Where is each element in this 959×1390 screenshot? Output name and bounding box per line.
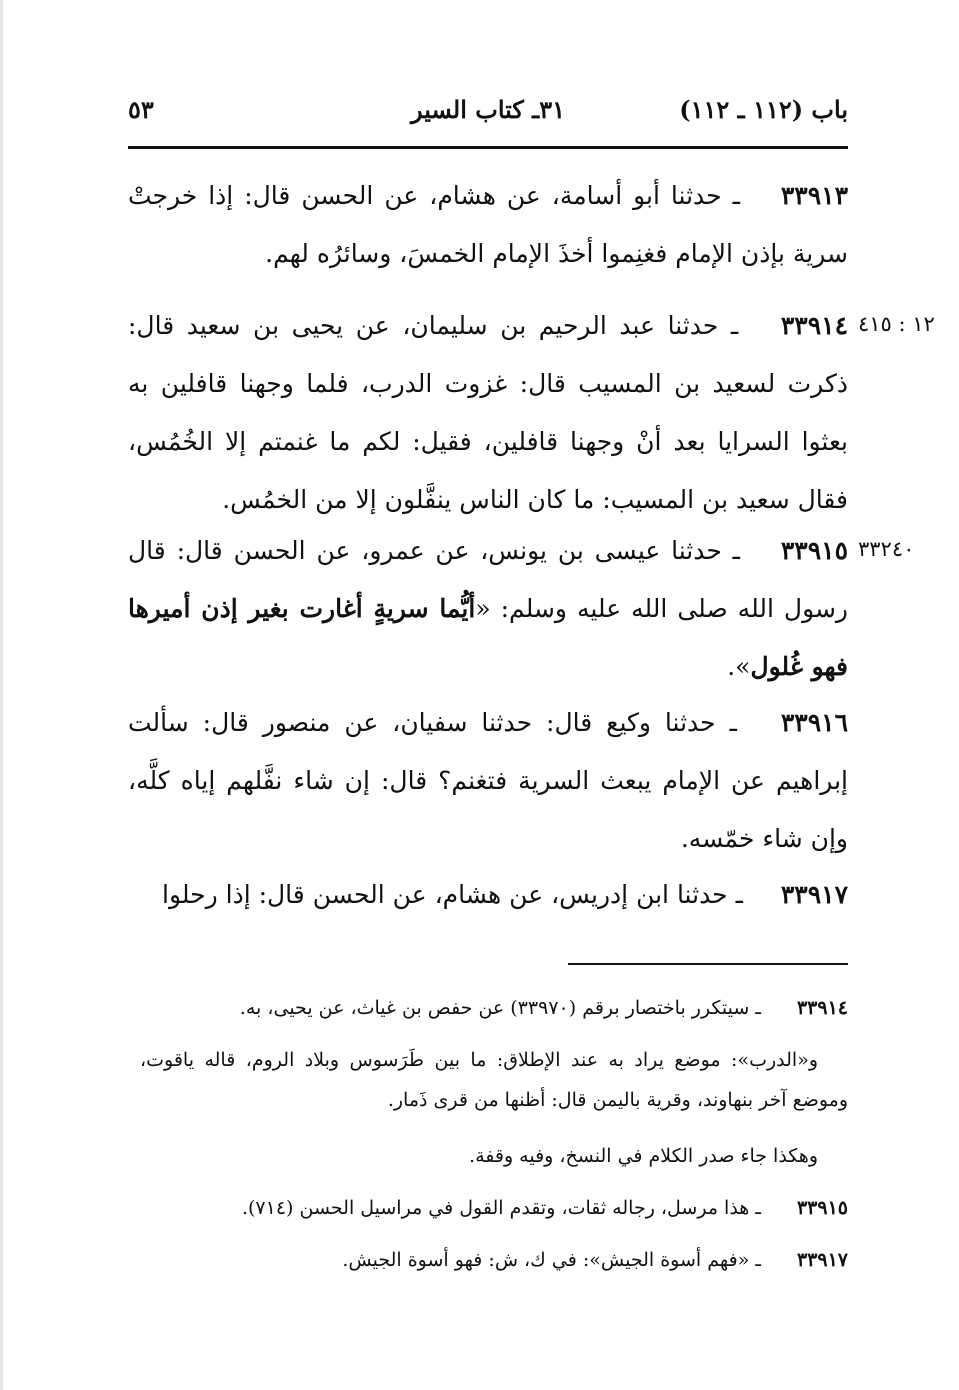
page-header xyxy=(128,95,848,135)
scan-edge xyxy=(0,0,3,1390)
hadith-33913 xyxy=(128,167,848,283)
hadith-number: ٣٣٩١٦ xyxy=(780,708,848,737)
footnote-number: ٣٣٩١٤ xyxy=(796,997,848,1019)
footnote-text: وهكذا جاء صدر الكلام في النسخ، وفيه وقفة. xyxy=(469,1145,818,1167)
hadith-33915 xyxy=(128,522,848,696)
hadith-text: ـ حدثنا ابن إدريس، عن هشام، عن الحسن قال: إذا رحلوا xyxy=(162,880,751,909)
hadith-33917 xyxy=(128,866,848,924)
page-number: ٥٣ xyxy=(128,95,154,124)
hadith-text: ـ حدثنا وكيع قال: حدثنا سفيان، عن منصور قال: سألت إبراهيم عن الإمام يبعث السرية فتغنم؟ قال: إن شاء نفَّلهم إياه كلَّه، وإن شاء خمّسه. xyxy=(128,708,848,853)
margin-reference: ١٢ : ٤١٥ xyxy=(858,312,935,336)
footnote-number: ٣٣٩١٧ xyxy=(796,1249,848,1271)
footnote-text: ـ هذا مرسل، رجاله ثقات، وتقدم القول في مراسيل الحسن (٧١٤). xyxy=(241,1197,767,1219)
footnote-text: ـ «فهم أسوة الجيش»: في ك، ش: فهو أسوة الجيش. xyxy=(342,1249,767,1271)
footnote-note xyxy=(140,1136,848,1176)
hadith-number: ٣٣٩١٤ xyxy=(780,311,848,340)
footnote-rule xyxy=(568,963,848,965)
footnote-text: و«الدرب»: موضع يراد به عند الإطلاق: ما بين طَرَسوس وبلاد الروم، قاله ياقوت، وموضع آخر بنهاوند، وقرية باليمن قال: أظنها من قرى ذَمار. xyxy=(140,1049,848,1111)
footnote-33914 xyxy=(140,988,848,1028)
footnote-number: ٣٣٩١٥ xyxy=(796,1197,848,1219)
footnote-33917 xyxy=(140,1240,848,1280)
book-title: ٣١ـ كتاب السير xyxy=(411,95,565,124)
hadith-number: ٣٣٩١٥ xyxy=(780,536,848,565)
header-rule xyxy=(128,146,848,149)
hadith-33914 xyxy=(128,297,848,529)
prophetic-saying: أيُّما سريةٍ أغارت بغير إذن أميرها فهو غُلول xyxy=(128,594,848,681)
footnote-text: ـ سيتكرر باختصار برقم (٣٣٩٧٠) عن حفص بن غياث، عن يحيى، به. xyxy=(239,997,767,1019)
chapter-title: باب (١١٢ ـ ١١٢) xyxy=(679,95,848,124)
hadith-text: ـ حدثنا عيسى بن يونس، عن عمرو، عن الحسن قال: قال رسول الله صلى الله عليه وسلم: « xyxy=(128,536,849,623)
hadith-text: ـ حدثنا عبد الرحيم بن سليمان، عن يحيى بن سعيد قال: ذكرت لسعيد بن المسيب قال: غزوت الدرب، فلما وجهنا قافلين به بعثوا السرايا بعد أنْ وجهنا قافلين، فقيل: لكم ما غنمتم إلا الخُمُس، فقال سعيد بن المسيب: ما كان الناس ينفَّلون إلا من الخمُس. xyxy=(128,311,848,514)
margin-reference: ٣٣٢٤٠ xyxy=(858,537,915,561)
hadith-number: ٣٣٩١٣ xyxy=(780,181,848,210)
hadith-text-end: ». xyxy=(727,652,751,681)
hadith-number: ٣٣٩١٧ xyxy=(780,880,848,909)
hadith-text: ـ حدثنا أبو أسامة، عن هشام، عن الحسن قال: إذا خرجتْ سرية بإذن الإمام فغنِموا أخذَ الإمام الخمسَ، وسائرُه لهم. xyxy=(128,181,848,268)
footnote-33915 xyxy=(140,1188,848,1228)
footnote-darb xyxy=(140,1040,848,1120)
hadith-33916 xyxy=(128,694,848,868)
